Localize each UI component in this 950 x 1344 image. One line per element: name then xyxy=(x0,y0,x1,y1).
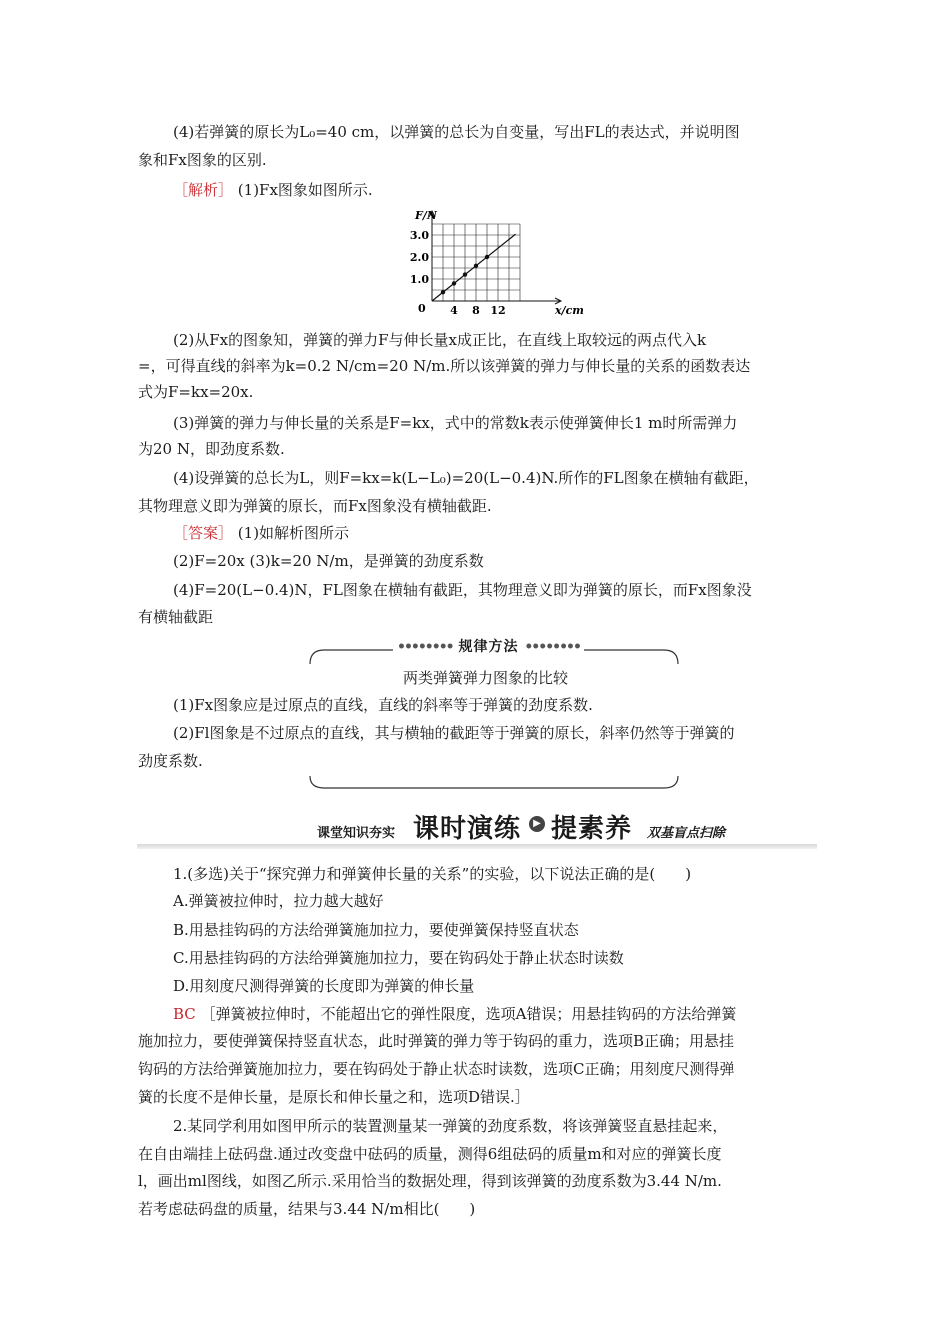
q1-expl-line2: 施加拉力，要使弹簧保持竖直状态，此时弹簧的弹力等于钩码的重力，选项B正确；用悬挂 xyxy=(138,1032,735,1050)
x-axis-label: x/cm xyxy=(555,304,584,317)
analysis-p1: (1)Fx图象如图所示. xyxy=(237,181,373,199)
analysis-p2-line1: (2)从Fx的图象知，弹簧的弹力F与伸长量x成正比，在直线上取较远的两点代入k xyxy=(173,331,707,349)
y-tick-label: 3.0 xyxy=(410,229,429,242)
answer-line1 xyxy=(173,519,349,547)
method-p2-line1: (2)Fl图象是不过原点的直线，其与横轴的截距等于弹簧的原长，斜率仍然等于弹簧的 xyxy=(173,724,735,742)
answer-a2: (2)F=20x (3)k=20 N/m，是弹簧的劲度系数 xyxy=(173,552,484,570)
answer-tag: ［答案］ xyxy=(173,524,234,542)
section-banner xyxy=(137,806,817,852)
analysis-p4-line1: (4)设弹簧的总长为L，则F=kx=k(L−L₀)=20(L−0.4)N.所作的FL图象在横轴有截距， xyxy=(173,469,759,487)
question-part4-line1: (4)若弹簧的原长为L₀=40 cm，以弹簧的总长为自变量，写出FL的表达式，并说明图 xyxy=(173,123,740,141)
banner-divider xyxy=(137,844,817,849)
data-point xyxy=(474,264,478,268)
q1-option-b: B.用悬挂钩码的方法给弹簧施加拉力，要使弹簧保持竖直状态 xyxy=(173,921,579,939)
q1-option-d: D.用刻度尺测得弹簧的长度即为弹簧的伸长量 xyxy=(173,977,475,995)
x-tick-label: 4 xyxy=(450,304,458,317)
data-point xyxy=(463,272,467,276)
q1-answer: BC xyxy=(173,1005,196,1023)
q2-line4: 若考虑砝码盘的质量，结果与3.44 N/m相比( ) xyxy=(138,1200,476,1218)
analysis-tag: ［解析］ xyxy=(173,181,234,199)
analysis-p4-line2: 其物理意义即为弹簧的原长，而Fx图象没有横轴截距. xyxy=(138,497,492,515)
banner-title-2: 提素养 xyxy=(551,814,633,844)
data-point xyxy=(485,255,489,259)
q1-expl-l1: ［弹簧被拉伸时，不能超出它的弹性限度，选项A错误；用悬挂钩码的方法给弹簧 xyxy=(200,1005,737,1023)
method-p2-line2: 劲度系数. xyxy=(138,752,203,770)
analysis-line1 xyxy=(173,176,373,204)
q2-line3: l，画出ml图线，如图乙所示.采用恰当的数据处理，得到该弹簧的劲度系数为3.44 N/m. xyxy=(138,1172,722,1190)
q2-line2: 在自由端挂上砝码盘.通过改变盘中砝码的质量，测得6组砝码的质量m和对应的弹簧长度 xyxy=(138,1145,722,1163)
banner-right-text: 双基盲点扫除 xyxy=(647,826,726,841)
q1-option-c: C.用悬挂钩码的方法给弹簧施加拉力，要在钩码处于静止状态时读数 xyxy=(173,949,624,967)
q1-expl-line3: 钩码的方法给弹簧施加拉力，要在钩码处于静止状态时读数，选项C正确；用刻度尺测得弹 xyxy=(138,1060,735,1078)
method-title: •••••••• 规律方法 •••••••• xyxy=(393,636,584,656)
data-point xyxy=(452,281,456,285)
origin-label: 0 xyxy=(418,302,426,315)
answer-a3-line2: 有横轴截距 xyxy=(138,608,214,626)
analysis-p2-line3: 式为F=kx=20x. xyxy=(138,383,254,401)
analysis-p3-line2: 为20 N，即劲度系数. xyxy=(138,440,285,458)
q1-option-a: A.弹簧被拉伸时，拉力越大越好 xyxy=(173,892,384,910)
banner-title-1: 课时演练 xyxy=(413,814,522,844)
method-p1: (1)Fx图象应是过原点的直线，直线的斜率等于弹簧的劲度系数. xyxy=(173,696,593,714)
y-tick-label: 1.0 xyxy=(410,273,429,286)
x-tick-labels xyxy=(450,304,505,317)
fx-graph xyxy=(410,208,600,320)
analysis-p2-line2: =，可得直线的斜率为k=0.2 N/cm=20 N/m.所以该弹簧的弹力与伸长量的关系的函数表达 xyxy=(138,357,751,375)
method-title-text: 规律方法 xyxy=(458,639,519,655)
arrow-icon: ▶ xyxy=(529,816,545,832)
graph-grid xyxy=(432,224,520,301)
analysis-p3-line1: (3)弹簧的弹力与伸长量的关系是F=kx，式中的常数k表示使弹簧伸长1 m时所需弹力 xyxy=(173,414,738,432)
method-bracket-bottom xyxy=(308,774,680,794)
q1-expl-line4: 簧的长度不是伸长量，是原长和伸长量之和，选项D错误.］ xyxy=(138,1088,530,1106)
q1-expl-line1 xyxy=(173,1000,736,1028)
data-point xyxy=(441,290,445,294)
banner-left-text: 课堂知识夯实 xyxy=(317,826,396,841)
q1-stem: 1.(多选)关于“探究弹力和弹簧伸长量的关系”的实验，以下说法正确的是( ) xyxy=(173,865,692,883)
y-axis-label: F/N xyxy=(415,209,437,222)
question-part4-line2: 象和Fx图象的区别. xyxy=(138,151,267,169)
method-subtitle: 两类弹簧弹力图象的比较 xyxy=(403,669,569,687)
y-tick-label: 2.0 xyxy=(410,251,429,264)
q2-line1: 2.某同学利用如图甲所示的装置测量某一弹簧的劲度系数，将该弹簧竖直悬挂起来， xyxy=(173,1117,728,1135)
y-tick-labels xyxy=(410,229,429,286)
x-tick-label: 12 xyxy=(490,304,506,317)
answer-a3-line1: (4)F=20(L−0.4)N，FL图象在横轴有截距，其物理意义即为弹簧的原长，而Fx图象没 xyxy=(173,581,752,599)
x-tick-label: 8 xyxy=(472,304,480,317)
answer-a1: (1)如解析图所示 xyxy=(237,524,350,542)
